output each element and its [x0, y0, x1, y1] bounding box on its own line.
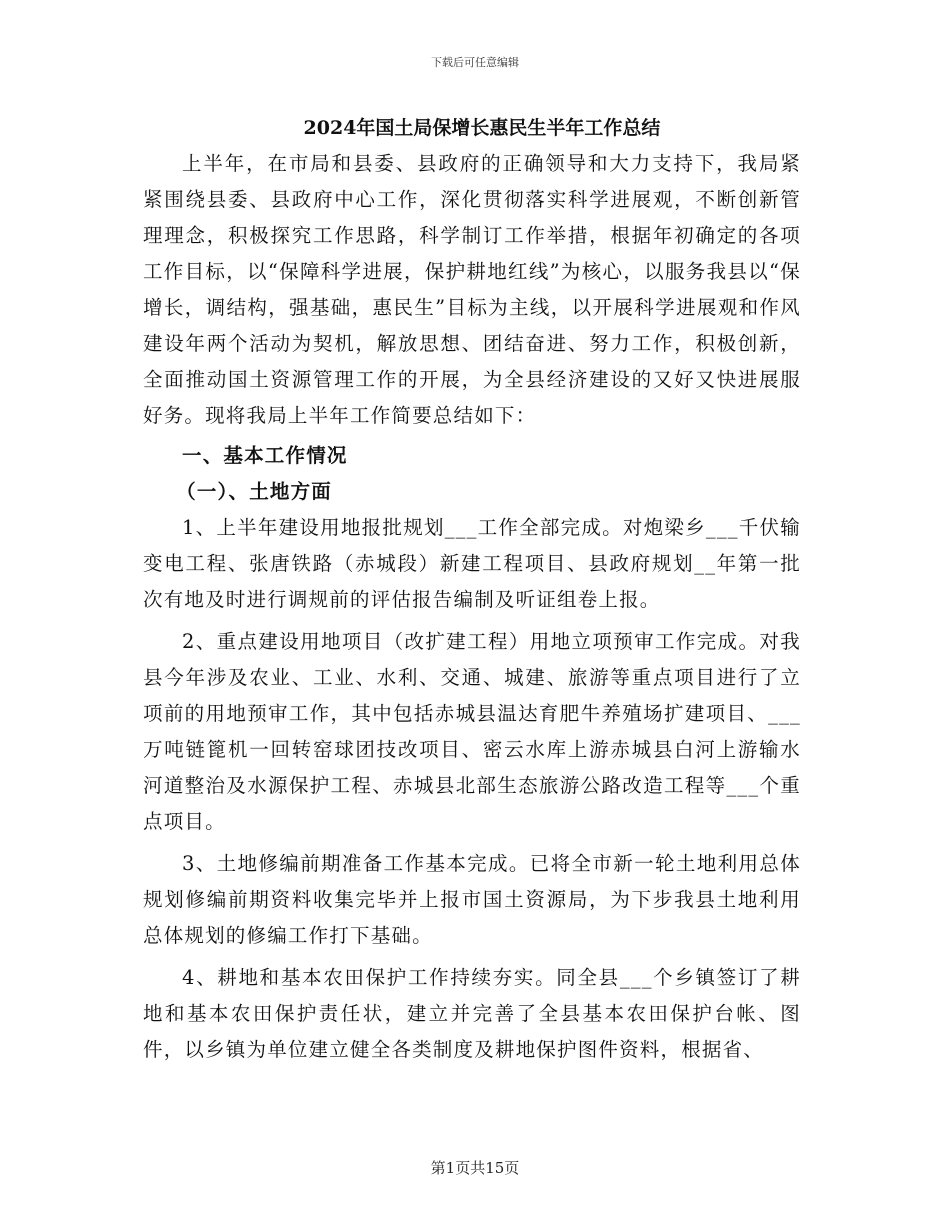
intro-paragraph: 上半年，在市局和县委、县政府的正确领导和大力支持下，我局紧紧围绕县委、县政府中心工作，深化贯彻落实科学进展观，不断创新管理理念，积极探究工作思路，科学制订工作举措，根据年初确定的各项工作目标，以“保障科学进展，保护耕地红线”为核心，以服务我县以“保增长，调结构，强基础，惠民生”目标为主线，以开展科学进展观和作风建设年两个活动为契机，解放思想、团结奋进、努力工作，积极创新，全面推动国土资源管理工作的开展，为全县经济建设的又好又快进展服好务。现将我局上半年工作简要总结如下：: [143, 152, 801, 427]
list-item: 2、重点建设用地项目（改扩建工程）用地立项预审工作完成。对我县今年涉及农业、工业、水利、交通、城建、旅游等重点项目进行了立项前的用地预审工作，其中包括赤城县温达育肥牛养殖场扩建项目、___万吨链篦机一回转窑球团技改项目、密云水库上游赤城县白河上游输水河道整治及水源保护工程、赤城县北部生态旅游公路改造工程等___个重点项目。: [143, 630, 801, 833]
page-footer: 第1页共15页: [430, 1159, 520, 1177]
list-item: 1、上半年建设用地报批规划___工作全部完成。对炮梁乡___千伏输变电工程、张唐铁路（赤城段）新建工程项目、县政府规划__年第一批次有地及时进行调规前的评估报告编制及听证组卷上报。: [143, 516, 801, 611]
list-item: 4、耕地和基本农田保护工作持续夯实。同全县___个乡镇签订了耕地和基本农田保护责任状，建立并完善了全县基本农田保护台帐、图件，以乡镇为单位建立健全各类制度及耕地保护图件资料，根据省、: [143, 966, 801, 1061]
header-note: 下载后可任意编辑: [431, 56, 519, 69]
section-heading-basic-work: 一、基本工作情况: [182, 444, 348, 467]
document-body: [143, 112, 801, 1068]
list-item: 3、土地修编前期准备工作基本完成。已将全市新一轮土地利用总体规划修编前期资料收集完毕并上报市国土资源局，为下步我县土地利用总体规划的修编工作打下基础。: [143, 852, 801, 947]
subsection-heading-land: （一）、土地方面: [176, 480, 332, 503]
document-title: 2024年国土局保增长惠民生半年工作总结: [303, 117, 661, 139]
